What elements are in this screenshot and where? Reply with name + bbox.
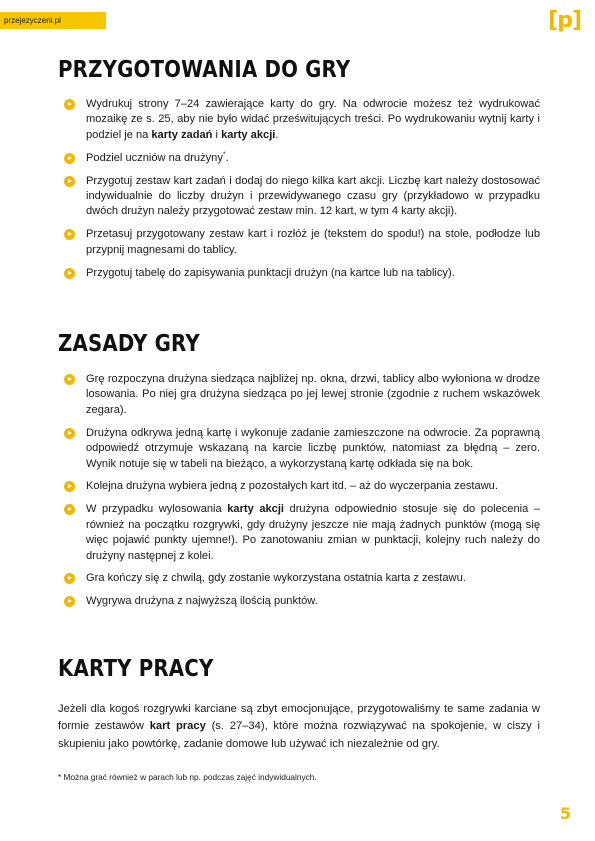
list-item bbox=[64, 479, 540, 494]
list-item bbox=[64, 502, 540, 564]
play-bullet-icon bbox=[64, 99, 75, 110]
footnote-marker: * bbox=[222, 151, 226, 159]
section-title-preparation: PRZYGOTOWANIA DO GRY bbox=[58, 57, 351, 83]
paragraph-text: (s. 27–34), które można rozwiązywać na spokojenie, w ciszy i skupieniu jako powtórkę, zadanie domowe lub używać ich niezależnie od gry. bbox=[58, 720, 540, 750]
item-text: Przetasuj przygotowany zestaw kart i rozłóż je (tekstem do spodu!) na stole, podłodze lub przypnij magnesami do tablicy. bbox=[86, 228, 540, 256]
item-text: drużyna odpowiednio stosuje się do polecenia – również na początku rozgrywki, gdy drużyny jeszcze nie mają żadnych punktów (mogą się więc pojawić punkty ujemne!). Po zanotowaniu zmian w punktacji, kolejny ruch należy do drużyny następnej z kolei. bbox=[86, 503, 541, 562]
bold-term: kart pracy bbox=[149, 720, 206, 733]
rules-list bbox=[64, 372, 540, 617]
page-number: 5 bbox=[559, 804, 571, 823]
list-item bbox=[64, 266, 540, 281]
site-tag: przejezyczeni.pl bbox=[0, 12, 106, 29]
item-text: Podziel uczniów na drużyny bbox=[86, 151, 223, 164]
play-bullet-icon bbox=[64, 428, 75, 439]
section-title-worksheets: KARTY PRACY bbox=[58, 656, 214, 682]
item-text: Przygotuj zestaw kart zadań i dodaj do niego kilka kart akcji. Liczbę kart należy dostosować indywidualnie do liczby drużyn i przewidywanego czasu gry (przykładowo w przypadku dwóch drużyn należy przygotować zestaw min. 12 kart, w tym 4 karty akcji). bbox=[86, 174, 540, 218]
list-item bbox=[64, 174, 540, 220]
item-text: Drużyna odkrywa jedną kartę i wykonuje zadanie zamieszczone na odwrocie. Za poprawną odpowiedź otrzymuje wskazaną na karcie liczbę punktów, natomiast za błędną – zero. Wynik notuje się w tabeli na bieżąco, a wykorzystaną kartę odkłada się na bok. bbox=[86, 426, 540, 470]
list-item bbox=[64, 227, 540, 258]
bold-term: karty akcji bbox=[221, 128, 276, 141]
play-bullet-icon bbox=[64, 176, 75, 187]
item-text: W przypadku wylosowania bbox=[86, 503, 228, 516]
item-text: Wygrywa drużyna z najwyższą ilością punktów. bbox=[86, 595, 318, 608]
list-item bbox=[64, 426, 540, 472]
list-item bbox=[64, 594, 540, 609]
preparation-list bbox=[64, 97, 540, 289]
play-bullet-icon bbox=[64, 153, 75, 164]
item-text: Grę rozpoczyna drużyna siedząca najbliżej np. okna, drzwi, tablicy albo wyłoniona w drodze losowania. Po niej gra drużyna siedząca po jej lewej stronie (zgodnie z ruchem wskazówek zegara). bbox=[86, 373, 540, 416]
item-text: Kolejna drużyna wybiera jedną z pozostałych kart itd. – aż do wyczerpania zestawu. bbox=[86, 480, 498, 493]
section-title-rules: ZASADY GRY bbox=[58, 331, 200, 357]
play-bullet-icon bbox=[64, 504, 75, 515]
item-text: Przygotuj tabelę do zapisywania punktacji drużyn (na kartce lub na tablicy). bbox=[86, 266, 455, 279]
bold-term: karty akcji bbox=[227, 503, 284, 516]
paragraph-text: Jeżeli dla kogoś rozgrywki karciane są zbyt emocjonujące, przygotowaliśmy te same zadania w formie zestawów bbox=[58, 703, 540, 733]
item-text: . bbox=[275, 128, 279, 141]
item-text: . bbox=[225, 151, 229, 164]
play-bullet-icon bbox=[64, 573, 75, 584]
item-text: Gra kończy się z chwilą, gdy zostanie wykorzystana ostatnia karta z zestawu. bbox=[86, 572, 466, 585]
item-text: i bbox=[212, 128, 222, 141]
bold-term: karty zadań bbox=[151, 128, 213, 141]
worksheets-paragraph bbox=[58, 701, 540, 753]
footnote: * Można grać również w parach lub np. podczas zajęć indywidualnych. bbox=[58, 772, 317, 782]
play-bullet-icon bbox=[64, 268, 75, 279]
play-bullet-icon bbox=[64, 374, 75, 385]
list-item bbox=[64, 571, 540, 586]
play-bullet-icon bbox=[64, 596, 75, 607]
play-bullet-icon bbox=[64, 229, 75, 240]
logo: [p] bbox=[548, 8, 581, 33]
play-bullet-icon bbox=[64, 481, 75, 492]
item-text: Wydrukuj strony 7–24 zawierające karty do gry. Na odwrocie możesz też wydrukować mozaikę ze s. 25, aby nie było widać prześwitujących treści. Po wydrukowaniu wytnij karty i podziel je na bbox=[86, 98, 540, 141]
list-item bbox=[64, 97, 540, 143]
list-item bbox=[64, 151, 540, 166]
list-item bbox=[64, 372, 540, 418]
